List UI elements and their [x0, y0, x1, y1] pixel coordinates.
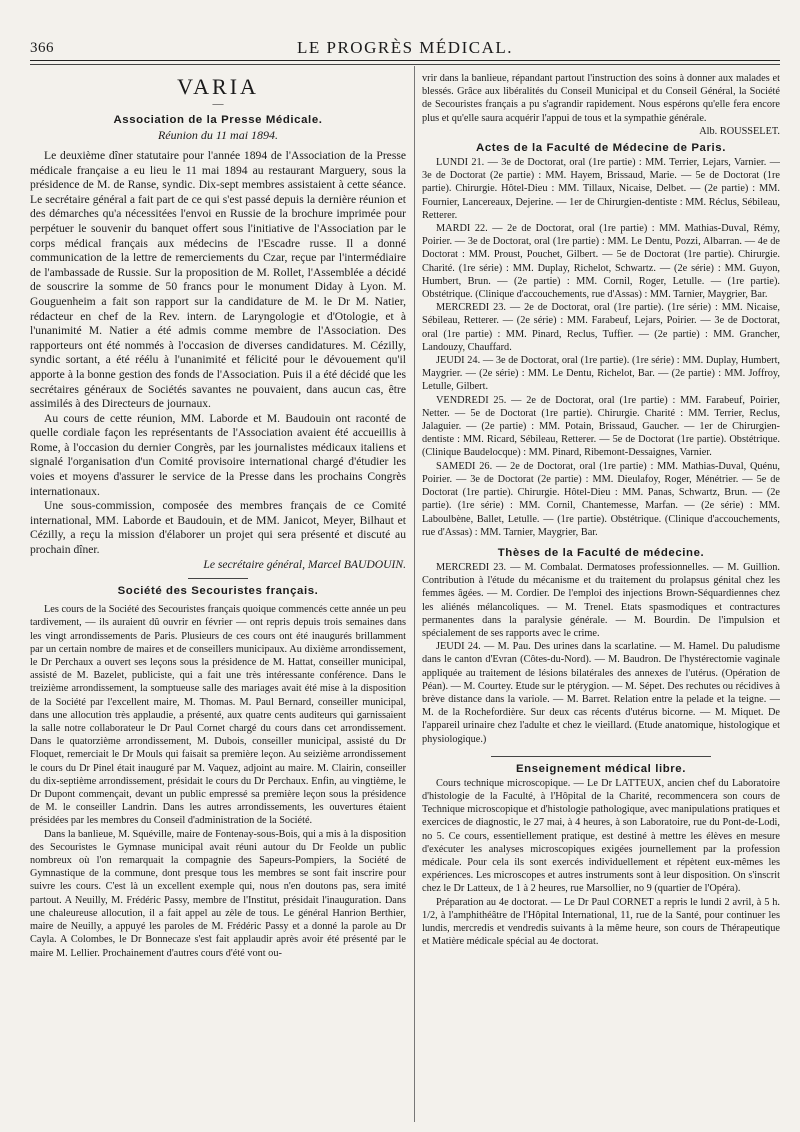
paragraph: Préparation au 4e doctorat. — Le Dr Paul CORNET a repris le lundi 2 avril, à 5 h. 1/2, à l'amphithéâtre de l'Hôpital International, 11, rue de la Santé, pour continuer les lundis, mercredis et vendredis suivants à la même heure, son cours de Thérapeutique et Matière médicale spécial au 4e doctorat.: [422, 896, 780, 948]
secours-heading: Société des Secouristes français.: [117, 585, 319, 598]
paragraph: JEUDI 24. — 3e de Doctorat, oral (1re partie). (1re série) : MM. Duplay, Humbert, Maygrier. — (2e série) : MM. Le Dentu, Richelot, Bar. — (2e partie) : MM. Joffroy, Letulle, Gilbert.: [422, 355, 780, 393]
paragraph: MERCREDI 23. — M. Combalat. Dermatoses professionnelles. — M. Guillion. Contribution à l'étude du mécanisme et du traitement du prolapsus génital chez les femmes âgées. — M. Cordier. De l'emploi des injections Brown-Séquardiennes chez les aliénés mélancoliques. — M. Trenel. Etats spasmodiques et contractures permanentes dans la paralysie générale. — M. Bourdin. De l'impulsion et spécialement de ses rapports avec le crime.: [422, 561, 780, 639]
assoc-subtitle: Réunion du 11 mai 1894.: [157, 128, 279, 142]
paragraph: VENDREDI 25. — 2e de Doctorat, oral (1re partie) : MM. Farabeuf, Poirier, Netter. — 5e de Doctorat (1re partie). Chirurgie. Charité : MM. Terrier, Reclus, Jalaguier. — (2e partie) : MM. Potain, Brissaud, Gaucher. — 1er de Chirurgien-dentiste : MM. Ricard, Sébileau, Retterer. — 5e de Doctorat (1re partie). Obstétrique. (Clinique Baudelocque) : MM. Pinard, Ribemont-Dessaignes, Varnier.: [422, 394, 780, 459]
divider: [491, 756, 711, 757]
paragraph: Au cours de cette réunion, MM. Laborde et M. Baudouin ont raconté de quelle cordiale façon les représentants de l'Association avaient été accueillis à Rome, à l'occasion du dernier Congrès, par les journalistes médicaux italiens et signalé l'organisation d'un Comité provisoire international chargé d'étudier les voies et moyens d'assurer le service de la Presse dans les prochains Congrès internationaux.: [30, 411, 406, 498]
paragraph: vrir dans la banlieue, répandant partout l'instruction des soins à donner aux malades et blessés. Grâce aux libéralités du Conseil Municipal et du Conseil Général, la Société de Secouristes français a pu s'agrandir rapidement. Nous espérons qu'elle fera encore plus et qu'elle saura acquérir l'appui de tous et la sympathie générale.: [422, 73, 780, 124]
paragraph: Une sous-commission, composée des membres français de ce Comité international, MM. Laborde et Baudouin, et de MM. Janicot, Meyer, Bilhaut et Cézilly, a reçu la mission d'élaborer un projet qui sera présenté et discuté au prochain dîner.: [30, 499, 406, 557]
assoc-heading: Association de la Presse Médicale.: [113, 114, 323, 126]
running-title: LE PROGRÈS MÉDICAL.: [297, 38, 513, 57]
page-number: 366: [30, 40, 54, 56]
paragraph: MERCREDI 23. — 2e de Doctorat, oral (1re partie). (1re série) : MM. Nicaise, Sébileau, Retterer. — (2e série) : MM. Farabeuf, Lejars, Poirier. — 3e de Doctorat, oral (1re partie) : MM. Pinard, Reclus, Tuffier. — (2e partie) : MM. Grancher, Landouzy, Chauffard.: [422, 302, 780, 353]
actes-heading: Actes de la Faculté de Médecine de Paris.: [476, 142, 726, 155]
paragraph: Les cours de la Société des Secouristes français quoique commencés cette année un peu tardivement, — ils auraient dû ouvrir en février — ont repris depuis trois semaines dans les vingt arrondissements de Paris. Plusieurs de ces cours ont été inaugurés brillamment par un certain nombre de maires et de conseillers municipaux. Au dixième arrondissement, le Dr Perchaux a ouvert ses leçons sous la présidence de M. Hattat, conseiller municipal, assisté de M. Bazelet, publiciste, qui a fait une très intéressante conférence. Dans le treizième arrondissement, la somptueuse salle des mariages avait été mise à la disposition de la Société par l'excellent maire, M. Thomas. M. Paul Bernard, conseiller municipal, dans une allocution très applaudie, a présenté, aux quatre cents auditeurs qui garnissaient la salle notre collaborateur le Dr Paul Cornet chargé du cours dans cet arrondissement. Dans le quatorzième arrondissement, M. Dubois, conseiller municipal, assisté du Dr Floquet, remerciait le Dr Mouls qui faisait sa première leçon. Au seizième arrondissement le cours du Dr Pinel était inauguré par M. Vaquez, adjoint au maire. M. Clairin, conseiller du dix-septième arrondissement, présidait le cours du Dr Perchaux. Enfin, au vingtième, le Dr Dupont commençait, devant un public empressé sa première leçon sous la présidence de M. le conseiller Landrin. Dans les autres arrondissements, les ouvertures étaient présidées par les membres du Conseil d'administration de la Société.: [30, 604, 406, 827]
paragraph: Le deuxième dîner statutaire pour l'année 1894 de l'Association de la Presse médicale française a eu lieu le 11 mai 1894 au restaurant Marguery, sous la présidence de M. de Ranse, syndic. Dix-sept membres assistaient à cette séance. Le secrétaire général a fait part de ce qui s'est passé depuis la dernière réunion et des démarches qu'a nécessitées l'envoi en Russie de la brochure imprimée pour perpétuer le souvenir du banquet offert sous l'initiative de l'Association par le corps médical français aux médecins de l'Escadre russe. Il a donné communication de la lettre de remerciements du Czar, reçue par l'intermédiaire de l'ambassade de Russie. Sur la proposition de M. Rollet, l'Assemblée a décidé de souscrire la somme de 50 francs pour le monument Diday à Lyon. M. Gouguenheim a fait son rapport sur la candidature de M. le Dr M. Natier, rédacteur en chef de la Rev. intern. de Laryngologie et d'Otologie, et à l'unanimité M. Natier a été admis comme membre de l'Association. Des rapporteurs ont été nommés à l'occasion de diverses candidatures. M. Cézilly, syndic sortant, a été réélu à l'unanimité et félicité pour le dévouement qu'il apporte à la bonne gestion des fonds de l'Association. Puis il a été décidé que les secrétaires généraux de Sociétés savantes ne pouvaient, dans aucun cas, être assimilés à des Directeurs de journaux.: [30, 149, 406, 411]
right-column: [422, 72, 780, 1130]
column-separator: [414, 66, 415, 1122]
divider: [188, 578, 248, 579]
paragraph: Dans la banlieue, M. Squéville, maire de Fontenay-sous-Bois, qui a mis à la disposition des Secouristes le Gymnase municipal avait réuni autour du Dr Feolde un public nombreux où l'on remarquait la compagnie des Sapeurs-Pompiers, la Société de Gymnastique de la commune, dont presque tous les membres se sont fait inscrire pour suivre les cours. C'est là un excellent exemple qui, nous n'en doutons pas, sera imité partout. A Neuilly, M. Frédéric Passy, membre de l'Institut, présidait l'inauguration. Dans une chaleureuse allocution, il a fait appel au zèle de tous. Le général Hanrion Berthier, maire de Neuilly, a appuyé les paroles de M. Frédéric Passy et a donné la parole au Dr Cayla. A Colombes, le Dr Bonnecaze s'est fait applaudir après avoir été présenté par le maire M. Lellier. Prochainement d'autres cours d'été vont ou-: [30, 828, 406, 959]
assoc-signature: Le secrétaire général, Marcel BAUDOUIN.: [203, 557, 406, 571]
header-rule-thin: [30, 64, 780, 65]
left-column: [30, 72, 406, 1130]
paragraph: MARDI 22. — 2e de Doctorat, oral (1re partie) : MM. Mathias-Duval, Rémy, Poirier. — 3e de Doctorat, oral (1re partie) : MM. Le Dentu, Pozzi, Albarran. — 4e de Doctorat : MM. Proust, Pouchet, Gilbert. — 5e de Doctorat (1re partie). Chirurgie. Charité. (1re série) : MM. Duplay, Richelot, Schwartz. — (2e série) : MM. Guyon, Humbert, Brun. — (2e partie) : MM. Cornil, Roger, Letulle. — (1re partie). Obstétrique. (Clinique d'accouchements, rue d'Assas) : MM. Tarnier, Maygrier, Bar.: [422, 223, 780, 301]
header-rule: [30, 60, 780, 61]
page-header: [30, 38, 780, 60]
section-title: VARIA: [177, 74, 259, 99]
enseignement-heading: Enseignement médical libre.: [515, 762, 687, 775]
paragraph: LUNDI 21. — 3e de Doctorat, oral (1re partie) : MM. Terrier, Lejars, Varnier. — 3e de Doctorat (2e partie) : MM. Hayem, Brissaud, Marie. — 5e de Doctorat (1re partie). Chirurgie. Hôtel-Dieu : MM. Tillaux, Nicaise, Delbet. — (2e partie) : MM. Fournier, Lancereaux, Dejerine. — 1er de Chirurgien-dentiste : MM. Réclus, Sébileau, Retterer.: [422, 157, 780, 221]
section-dash: —: [212, 98, 224, 110]
paragraph: JEUDI 24. — M. Pau. Des urines dans la scarlatine. — M. Hamel. Du paludisme dans le canton d'Evran (Côtes-du-Nord). — M. Baudron. De l'hystérectomie vaginale appliquée au traitement de lésions bilatérales des annexes de l'utérus. (Opération de Péan). — M. Courtey. Etude sur le ptérygion. — M. Sépet. Des rechutes ou récidives à brève distance dans la variole. — M. Barret. Relation entre la pelade et la teigne. — M. de la Rochefordière. Sur deux cas récents d'utérus bicorne. — M. Miquet. De l'appareil urinaire chez l'adulte et chez le vieillard. (Etude anatomique, histologique et physiologique.): [422, 641, 780, 745]
paragraph: Cours technique microscopique. — Le Dr LATTEUX, ancien chef du Laboratoire d'histologie de la Faculté, à l'Hôpital de la Charité, recommencera son cours de Technique microscopique et d'histologie pathologique, avec manipulations pratiques et exercices de diagnostic, le 27 mai, à 4 heures, à son Laboratoire, rue du Pont-de-Lodi, no 5. Ce cours, essentiellement pratique, est destiné à mettre les élèves en mesure d'exécuter les analyses microscopiques exigées journellement par la profession médicale. Pour cela ils sont exercés individuellement et répètent eux-mêmes les expériences. Les microscopes et autres instruments sont à leur disposition. On s'inscrit chez le Dr Latteux, de 1 à 2 heures, rue Marsollier, no 9 (quartier de l'Opéra).: [422, 777, 780, 895]
theses-heading: Thèses de la Faculté de médecine.: [497, 546, 705, 559]
secours-signature: Alb. ROUSSELET.: [699, 125, 780, 137]
paragraph: SAMEDI 26. — 2e de Doctorat, oral (1re partie) : MM. Mathias-Duval, Quénu, Poirier. — 3e de Doctorat (2e partie) : MM. Dieulafoy, Roger, Ménétrier. — 5e de Doctorat (1re partie). Chirurgie. Hôtel-Dieu : MM. Panas, Schwartz, Brun. — (2e partie). (1re série) : MM. Cornil, Chantemesse, Marfan. — (2e série) : MM. Laboulbène, Ballet, Letulle. — (1re partie). Obstétrique. (Clinique d'accouchements, rue d'Assas) : MM. Tarnier, Maygrier, Bar.: [422, 460, 780, 538]
